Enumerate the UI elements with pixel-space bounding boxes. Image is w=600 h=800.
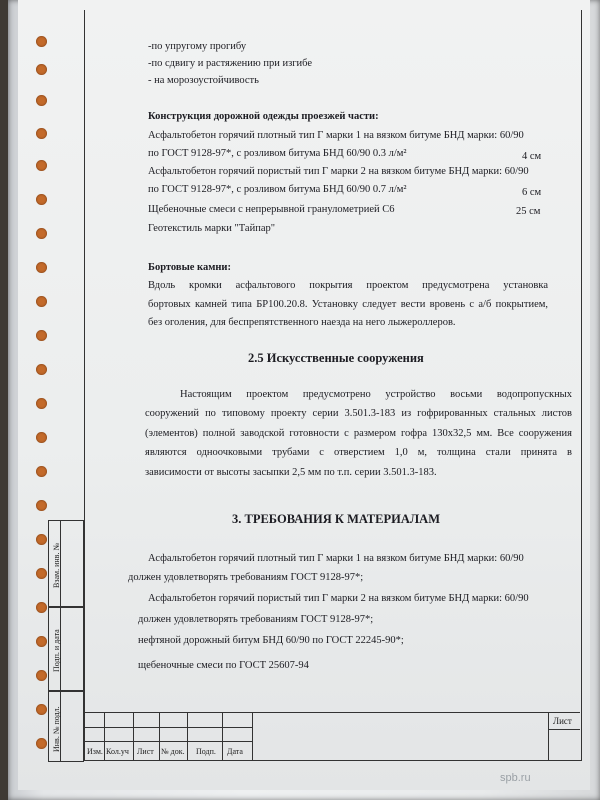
stamp-col-line: [104, 713, 105, 761]
stamp-col-line: [187, 713, 188, 761]
layer-text: Асфальтобетон горячий пористый тип Г марки 2 на вязком битуме БНД марки: 60/90: [148, 166, 529, 177]
paragraph-line: щебеночные смеси по ГОСТ 25607-94: [138, 660, 309, 671]
col-sign-label: Подп.: [196, 747, 216, 756]
construction-title: Конструкция дорожной одежды проезжей части:: [148, 111, 379, 122]
title-block: [84, 712, 580, 761]
inv-replaced-label: Взам. инв. №: [52, 542, 61, 588]
paragraph-line: Вдоль кромки асфальтового покрытия проектом предусмотрена установка: [148, 280, 548, 291]
inv-original-label: Инв. № подл.: [52, 706, 61, 752]
punch-hole: [36, 95, 47, 106]
layer-text: по ГОСТ 9128-97*, с розливом битума БНД 60/90 0.7 л/м²: [148, 184, 407, 195]
punch-hole: [36, 296, 47, 307]
punch-hole: [36, 534, 47, 545]
paragraph-line: Настоящим проектом предусмотрено устройство восьми водопропускных: [180, 389, 572, 400]
col-change-label: Изм.: [87, 747, 103, 756]
punch-hole: [36, 364, 47, 375]
col-doc-label: № док.: [161, 747, 185, 756]
punch-hole: [36, 160, 47, 171]
paragraph-line: нефтяной дорожный битум БНД 60/90 по ГОСТ 22245-90*;: [138, 635, 404, 646]
side-stamp-cell: [60, 606, 84, 692]
punch-hole: [36, 194, 47, 205]
paragraph-line: Асфальтобетон горячий плотный тип Г марки 1 на вязком битуме БНД марки: 60/90: [148, 553, 524, 564]
list-item: -по упругому прогибу: [148, 41, 247, 52]
watermark: spb.ru: [500, 772, 531, 784]
punch-hole: [36, 398, 47, 409]
list-item: - на морозоустойчивость: [148, 75, 259, 86]
punch-hole: [36, 636, 47, 647]
punch-hole: [36, 500, 47, 511]
punch-hole: [36, 704, 47, 715]
col-count-label: Кол.уч: [106, 747, 129, 756]
paragraph-line: должен удовлетворять требованиям ГОСТ 9128-97*;: [128, 572, 364, 583]
punch-hole: [36, 128, 47, 139]
punch-hole: [36, 228, 47, 239]
layer-text: по ГОСТ 9128-97*, с розливом битума БНД 60/90 0.3 л/м²: [148, 148, 407, 159]
side-stamp-cell: [60, 690, 84, 762]
stamp-col-line: [159, 713, 160, 761]
sheet-label: Лист: [553, 716, 572, 726]
list-item: -по сдвигу и растяжению при изгибе: [148, 58, 313, 69]
layer-text: Асфальтобетон горячий плотный тип Г марки 1 на вязком битуме БНД марки: 60/90: [148, 130, 524, 141]
layer-text: Геотекстиль марки "Тайпар": [148, 223, 276, 234]
stamp-row-line: [84, 727, 252, 728]
stamp-col-line: [548, 713, 549, 761]
stamp-col-line: [222, 713, 223, 761]
punch-hole: [36, 602, 47, 613]
paragraph-line: Асфальтобетон горячий пористый тип Г марки 2 на вязком битуме БНД марки: 60/90: [148, 593, 529, 604]
punch-hole: [36, 330, 47, 341]
paragraph-line: (элементов) полной заводской готовности с размером гофра 130х32,5 мм. Все сооружения: [145, 428, 572, 439]
side-stamp-cell: [60, 520, 84, 608]
stamp-row-line: [548, 729, 580, 730]
punch-hole: [36, 262, 47, 273]
paragraph-line: должен удовлетворять требованиям ГОСТ 9128-97*;: [138, 614, 374, 625]
punch-hole: [36, 568, 47, 579]
paragraph-line: бортовых камней типа БР100.20.8. Установку следует вести вровень с а/б покрытием,: [148, 299, 548, 310]
section-heading: 3. ТРЕБОВАНИЯ К МАТЕРИАЛАМ: [232, 512, 441, 526]
paragraph-line: зависимости от высоты засыпки 2,5 мм по т.п. серии 3.501.3-183.: [145, 467, 437, 478]
paragraph-line: являются одноочковыми трубами с отверстием 1,0 м, толщина стали принята в: [145, 447, 572, 458]
col-date-label: Дата: [227, 747, 243, 756]
stamp-col-line: [133, 713, 134, 761]
layer-thickness: 4 см: [522, 151, 542, 162]
stamp-row-line: [84, 741, 252, 742]
punch-hole: [36, 738, 47, 749]
layer-thickness: 6 см: [522, 187, 542, 198]
layer-thickness: 25 см: [516, 206, 541, 217]
paragraph-line: без оголения, для беспрепятственного наезда на него лыжероллеров.: [148, 317, 456, 328]
stamp-col-line: [252, 713, 253, 761]
section-heading: 2.5 Искусственные сооружения: [248, 351, 424, 365]
sign-date-label: Подп. и дата: [52, 629, 61, 672]
punch-hole: [36, 670, 47, 681]
punch-hole: [36, 64, 47, 75]
punch-hole: [36, 432, 47, 443]
punch-hole: [36, 36, 47, 47]
curbs-title: Бортовые камни:: [148, 262, 231, 273]
layer-text: Щебеночные смеси с непрерывной гранулометрией С6: [148, 204, 395, 215]
col-sheet-label: Лист: [137, 747, 154, 756]
punch-hole: [36, 466, 47, 477]
paragraph-line: сооружений по типовому проекту серии 3.501.3-183 из гофрированных стальных листов: [145, 408, 572, 419]
